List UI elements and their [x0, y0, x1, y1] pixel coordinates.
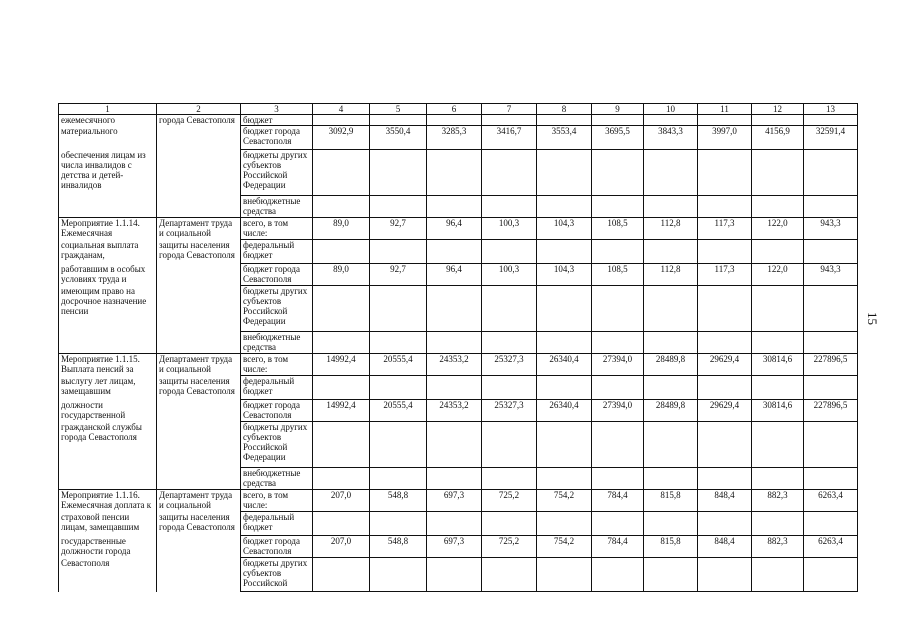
- activity-cell: выслугу лет лицам, замещавшим: [59, 376, 157, 400]
- value-cell: [592, 512, 644, 536]
- value-cell: [313, 558, 370, 592]
- value-cell: 25327,3: [482, 400, 537, 422]
- value-cell: 6263,4: [804, 536, 858, 558]
- table-row: [59, 150, 858, 196]
- funding-source-cell: федеральный бюджет: [241, 376, 313, 400]
- executor-cell: [157, 196, 241, 218]
- value-cell: [427, 468, 482, 490]
- table-row: [59, 115, 858, 126]
- table-header: [59, 104, 858, 115]
- value-cell: [313, 196, 370, 218]
- value-cell: 89,0: [313, 218, 370, 240]
- value-cell: [592, 468, 644, 490]
- value-cell: 108,5: [592, 264, 644, 286]
- executor-cell: [157, 332, 241, 354]
- column-header: 13: [804, 104, 858, 115]
- column-header: 4: [313, 104, 370, 115]
- value-cell: [644, 196, 698, 218]
- activity-cell: [59, 468, 157, 490]
- funding-source-cell: бюджет города Севастополя: [241, 400, 313, 422]
- value-cell: 89,0: [313, 264, 370, 286]
- value-cell: 96,4: [427, 264, 482, 286]
- value-cell: [644, 422, 698, 468]
- value-cell: 725,2: [482, 490, 537, 512]
- funding-source-cell: внебюджетные средства: [241, 196, 313, 218]
- value-cell: [370, 115, 427, 126]
- value-cell: 3092,9: [313, 126, 370, 150]
- executor-cell: города Севастополя: [157, 115, 241, 126]
- value-cell: [804, 240, 858, 264]
- value-cell: [644, 150, 698, 196]
- value-cell: [537, 376, 592, 400]
- value-cell: 24353,2: [427, 354, 482, 376]
- table-row: [59, 286, 858, 332]
- value-cell: [482, 468, 537, 490]
- value-cell: 26340,4: [537, 400, 592, 422]
- value-cell: [804, 468, 858, 490]
- value-cell: [698, 240, 752, 264]
- value-cell: 112,8: [644, 264, 698, 286]
- value-cell: 112,8: [644, 218, 698, 240]
- value-cell: 3553,4: [537, 126, 592, 150]
- value-cell: [537, 332, 592, 354]
- value-cell: [804, 558, 858, 592]
- value-cell: 3550,4: [370, 126, 427, 150]
- value-cell: 3285,3: [427, 126, 482, 150]
- activity-cell: [59, 196, 157, 218]
- value-cell: [370, 150, 427, 196]
- value-cell: [482, 332, 537, 354]
- activity-cell: обеспечения лицам из числа инвалидов с детства и детей-инвалидов: [59, 150, 157, 196]
- value-cell: 117,3: [698, 218, 752, 240]
- value-cell: [537, 115, 592, 126]
- value-cell: 227896,5: [804, 400, 858, 422]
- value-cell: [592, 240, 644, 264]
- value-cell: 122,0: [752, 264, 804, 286]
- executor-cell: Департамент труда и социальной: [157, 490, 241, 512]
- value-cell: [313, 422, 370, 468]
- value-cell: [698, 115, 752, 126]
- value-cell: [427, 558, 482, 592]
- value-cell: [370, 286, 427, 332]
- value-cell: 943,3: [804, 264, 858, 286]
- value-cell: [537, 422, 592, 468]
- column-header: 1: [59, 104, 157, 115]
- funding-source-cell: бюджеты других субъектов Российской Федерации: [241, 286, 313, 332]
- table-row: [59, 468, 858, 490]
- executor-cell: [157, 468, 241, 490]
- value-cell: 697,3: [427, 536, 482, 558]
- value-cell: [698, 558, 752, 592]
- value-cell: 30814,6: [752, 354, 804, 376]
- value-cell: 6263,4: [804, 490, 858, 512]
- value-cell: 882,3: [752, 536, 804, 558]
- value-cell: [427, 150, 482, 196]
- header-row: [59, 104, 858, 115]
- budget-table: [58, 103, 858, 592]
- value-cell: 92,7: [370, 218, 427, 240]
- value-cell: [313, 468, 370, 490]
- activity-cell: [59, 332, 157, 354]
- value-cell: [313, 376, 370, 400]
- value-cell: [537, 240, 592, 264]
- value-cell: 207,0: [313, 490, 370, 512]
- value-cell: [752, 196, 804, 218]
- value-cell: [644, 512, 698, 536]
- value-cell: [370, 196, 427, 218]
- value-cell: 32591,4: [804, 126, 858, 150]
- table-row: [59, 264, 858, 286]
- funding-source-cell: бюджеты других субъектов Российской Федерации: [241, 150, 313, 196]
- value-cell: 548,8: [370, 490, 427, 512]
- value-cell: 3695,5: [592, 126, 644, 150]
- value-cell: 3416,7: [482, 126, 537, 150]
- value-cell: [804, 376, 858, 400]
- column-header: 12: [752, 104, 804, 115]
- executor-cell: Департамент труда и социальной: [157, 218, 241, 240]
- executor-cell: [157, 150, 241, 196]
- value-cell: [370, 332, 427, 354]
- value-cell: [427, 196, 482, 218]
- value-cell: 27394,0: [592, 354, 644, 376]
- executor-cell: [157, 558, 241, 592]
- executor-cell: [157, 400, 241, 422]
- value-cell: [592, 286, 644, 332]
- value-cell: [482, 196, 537, 218]
- value-cell: 28489,8: [644, 354, 698, 376]
- value-cell: [537, 468, 592, 490]
- value-cell: [313, 332, 370, 354]
- activity-cell: Мероприятие 1.1.15. Выплата пенсий за: [59, 354, 157, 376]
- page-number: 15: [865, 312, 880, 325]
- activity-cell: социальная выплата гражданам,: [59, 240, 157, 264]
- activity-cell: Мероприятие 1.1.16. Ежемесячная доплата к: [59, 490, 157, 512]
- table-body: [59, 115, 858, 592]
- value-cell: [752, 468, 804, 490]
- activity-cell: государственные должности города: [59, 536, 157, 558]
- value-cell: [592, 558, 644, 592]
- value-cell: 882,3: [752, 490, 804, 512]
- value-cell: 227896,5: [804, 354, 858, 376]
- value-cell: 848,4: [698, 536, 752, 558]
- executor-cell: Департамент труда и социальной: [157, 354, 241, 376]
- funding-source-cell: федеральный бюджет: [241, 240, 313, 264]
- value-cell: 27394,0: [592, 400, 644, 422]
- value-cell: [427, 422, 482, 468]
- value-cell: [698, 196, 752, 218]
- value-cell: [804, 332, 858, 354]
- executor-cell: [157, 126, 241, 150]
- value-cell: [370, 558, 427, 592]
- column-header: 5: [370, 104, 427, 115]
- value-cell: [482, 115, 537, 126]
- value-cell: [592, 332, 644, 354]
- column-header: 2: [157, 104, 241, 115]
- value-cell: [752, 422, 804, 468]
- value-cell: 96,4: [427, 218, 482, 240]
- value-cell: [370, 376, 427, 400]
- value-cell: [644, 115, 698, 126]
- value-cell: [537, 558, 592, 592]
- activity-cell: гражданской службы города Севастополя: [59, 422, 157, 468]
- value-cell: [752, 512, 804, 536]
- value-cell: [427, 332, 482, 354]
- value-cell: [537, 286, 592, 332]
- value-cell: [482, 286, 537, 332]
- value-cell: [752, 286, 804, 332]
- value-cell: [752, 115, 804, 126]
- value-cell: [592, 422, 644, 468]
- table-row: [59, 126, 858, 150]
- table-row: [59, 332, 858, 354]
- value-cell: [644, 286, 698, 332]
- value-cell: [592, 196, 644, 218]
- value-cell: 26340,4: [537, 354, 592, 376]
- value-cell: [804, 512, 858, 536]
- value-cell: 697,3: [427, 490, 482, 512]
- value-cell: [644, 558, 698, 592]
- value-cell: [482, 558, 537, 592]
- value-cell: 100,3: [482, 218, 537, 240]
- value-cell: 104,3: [537, 264, 592, 286]
- value-cell: [804, 196, 858, 218]
- activity-cell: страховой пенсии лицам, замещавшим: [59, 512, 157, 536]
- table-row: [59, 536, 858, 558]
- funding-source-cell: внебюджетные средства: [241, 468, 313, 490]
- column-header: 10: [644, 104, 698, 115]
- value-cell: [427, 115, 482, 126]
- value-cell: 20555,4: [370, 400, 427, 422]
- value-cell: [370, 422, 427, 468]
- funding-source-cell: внебюджетные средства: [241, 332, 313, 354]
- funding-source-cell: бюджеты других субъектов Российской: [241, 558, 313, 592]
- value-cell: [427, 512, 482, 536]
- column-header: 9: [592, 104, 644, 115]
- value-cell: 4156,9: [752, 126, 804, 150]
- value-cell: [804, 422, 858, 468]
- funding-source-cell: всего, в том числе:: [241, 490, 313, 512]
- table-row: [59, 376, 858, 400]
- value-cell: 30814,6: [752, 400, 804, 422]
- value-cell: [804, 115, 858, 126]
- value-cell: [482, 422, 537, 468]
- value-cell: [313, 115, 370, 126]
- value-cell: 117,3: [698, 264, 752, 286]
- activity-cell: имеющим право на досрочное назначение пенсии: [59, 286, 157, 332]
- column-header: 8: [537, 104, 592, 115]
- activity-cell: работавшим в особых условиях труда и: [59, 264, 157, 286]
- value-cell: [482, 512, 537, 536]
- value-cell: [644, 240, 698, 264]
- value-cell: [482, 376, 537, 400]
- value-cell: [592, 376, 644, 400]
- activity-cell: ежемесячного: [59, 115, 157, 126]
- funding-source-cell: бюджет города Севастополя: [241, 264, 313, 286]
- value-cell: [482, 240, 537, 264]
- value-cell: 29629,4: [698, 400, 752, 422]
- value-cell: 815,8: [644, 490, 698, 512]
- value-cell: [313, 240, 370, 264]
- table-row: [59, 400, 858, 422]
- value-cell: 100,3: [482, 264, 537, 286]
- executor-cell: защиты населения города Севастополя: [157, 240, 241, 264]
- value-cell: 108,5: [592, 218, 644, 240]
- value-cell: [752, 240, 804, 264]
- funding-source-cell: всего, в том числе:: [241, 354, 313, 376]
- value-cell: [752, 150, 804, 196]
- funding-source-cell: бюджеты других субъектов Российской Федерации: [241, 422, 313, 468]
- table-row: [59, 354, 858, 376]
- value-cell: [427, 240, 482, 264]
- value-cell: 207,0: [313, 536, 370, 558]
- value-cell: 784,4: [592, 490, 644, 512]
- value-cell: 848,4: [698, 490, 752, 512]
- value-cell: [644, 468, 698, 490]
- value-cell: [752, 332, 804, 354]
- executor-cell: [157, 286, 241, 332]
- value-cell: 3843,3: [644, 126, 698, 150]
- value-cell: 122,0: [752, 218, 804, 240]
- value-cell: 14992,4: [313, 400, 370, 422]
- value-cell: [752, 558, 804, 592]
- table-row: [59, 512, 858, 536]
- value-cell: [370, 512, 427, 536]
- executor-cell: защиты населения города Севастополя: [157, 376, 241, 400]
- value-cell: 20555,4: [370, 354, 427, 376]
- value-cell: 754,2: [537, 490, 592, 512]
- table-row: [59, 558, 858, 592]
- table-row: [59, 422, 858, 468]
- value-cell: [644, 332, 698, 354]
- table-row: [59, 240, 858, 264]
- value-cell: [370, 240, 427, 264]
- table-row: [59, 196, 858, 218]
- activity-cell: Севастополя: [59, 558, 157, 592]
- activity-cell: материального: [59, 126, 157, 150]
- activity-cell: Мероприятие 1.1.14. Ежемесячная: [59, 218, 157, 240]
- value-cell: [313, 150, 370, 196]
- funding-source-cell: бюджет: [241, 115, 313, 126]
- value-cell: [427, 376, 482, 400]
- value-cell: [370, 468, 427, 490]
- value-cell: [592, 115, 644, 126]
- value-cell: [427, 286, 482, 332]
- value-cell: [698, 286, 752, 332]
- funding-source-cell: бюджет города Севастополя: [241, 536, 313, 558]
- value-cell: [644, 376, 698, 400]
- value-cell: 3997,0: [698, 126, 752, 150]
- value-cell: 943,3: [804, 218, 858, 240]
- value-cell: [698, 468, 752, 490]
- table-row: [59, 218, 858, 240]
- value-cell: 24353,2: [427, 400, 482, 422]
- value-cell: 784,4: [592, 536, 644, 558]
- column-header: 7: [482, 104, 537, 115]
- column-header: 3: [241, 104, 313, 115]
- value-cell: [698, 332, 752, 354]
- value-cell: [804, 150, 858, 196]
- value-cell: 754,2: [537, 536, 592, 558]
- table-row: [59, 490, 858, 512]
- value-cell: [313, 286, 370, 332]
- value-cell: 92,7: [370, 264, 427, 286]
- value-cell: [592, 150, 644, 196]
- value-cell: [752, 376, 804, 400]
- funding-source-cell: федеральный бюджет: [241, 512, 313, 536]
- value-cell: 725,2: [482, 536, 537, 558]
- value-cell: 815,8: [644, 536, 698, 558]
- activity-cell: должности государственной: [59, 400, 157, 422]
- funding-source-cell: всего, в том числе:: [241, 218, 313, 240]
- value-cell: [698, 376, 752, 400]
- value-cell: 14992,4: [313, 354, 370, 376]
- value-cell: [313, 512, 370, 536]
- value-cell: 548,8: [370, 536, 427, 558]
- value-cell: [537, 150, 592, 196]
- value-cell: [482, 150, 537, 196]
- executor-cell: [157, 536, 241, 558]
- funding-source-cell: бюджет города Севастополя: [241, 126, 313, 150]
- value-cell: [537, 196, 592, 218]
- value-cell: [698, 422, 752, 468]
- column-header: 11: [698, 104, 752, 115]
- executor-cell: [157, 264, 241, 286]
- value-cell: [537, 512, 592, 536]
- value-cell: [698, 512, 752, 536]
- value-cell: 104,3: [537, 218, 592, 240]
- value-cell: 25327,3: [482, 354, 537, 376]
- value-cell: [698, 150, 752, 196]
- value-cell: 28489,8: [644, 400, 698, 422]
- value-cell: 29629,4: [698, 354, 752, 376]
- executor-cell: [157, 422, 241, 468]
- executor-cell: защиты населения города Севастополя: [157, 512, 241, 536]
- value-cell: [804, 286, 858, 332]
- column-header: 6: [427, 104, 482, 115]
